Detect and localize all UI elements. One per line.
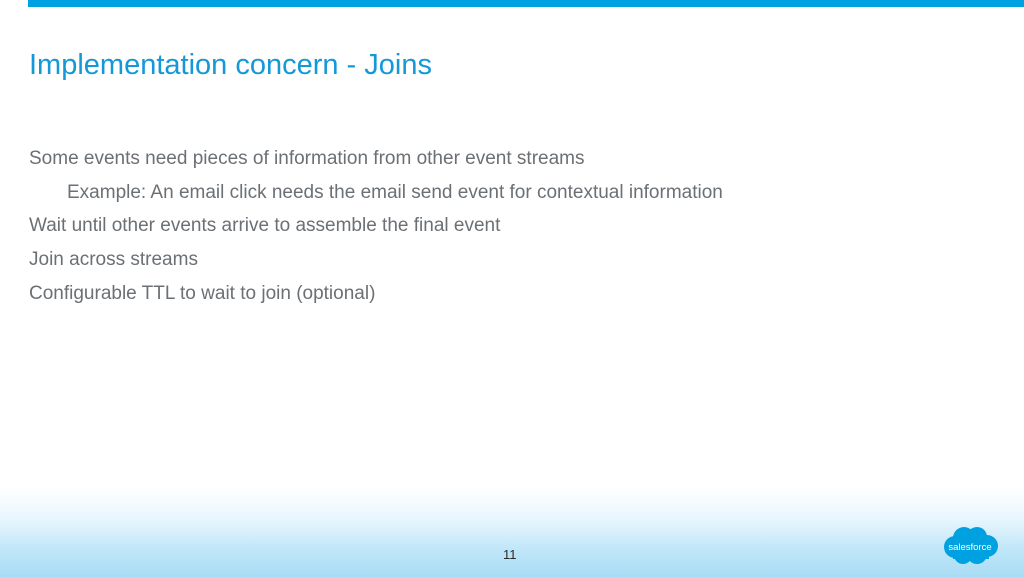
salesforce-logo-icon [941, 525, 999, 566]
bullet-item: Some events need pieces of information from other event streams [29, 148, 585, 169]
page-number: 11 [503, 547, 517, 562]
top-accent-bar [28, 0, 1024, 7]
bullet-item: Join across streams [29, 249, 198, 271]
bottom-gradient-band [0, 488, 1024, 577]
bullet-list [29, 146, 723, 314]
sub-bullet-item: Example: An email click needs the email send event for contextual information [67, 181, 723, 203]
logo-wordmark: salesforce [948, 542, 992, 553]
slide-title: Implementation concern - Joins [29, 49, 432, 81]
bullet-item: Wait until other events arrive to assemble the final event [29, 215, 501, 237]
bullet-item: Configurable TTL to wait to join (optional) [29, 282, 376, 304]
